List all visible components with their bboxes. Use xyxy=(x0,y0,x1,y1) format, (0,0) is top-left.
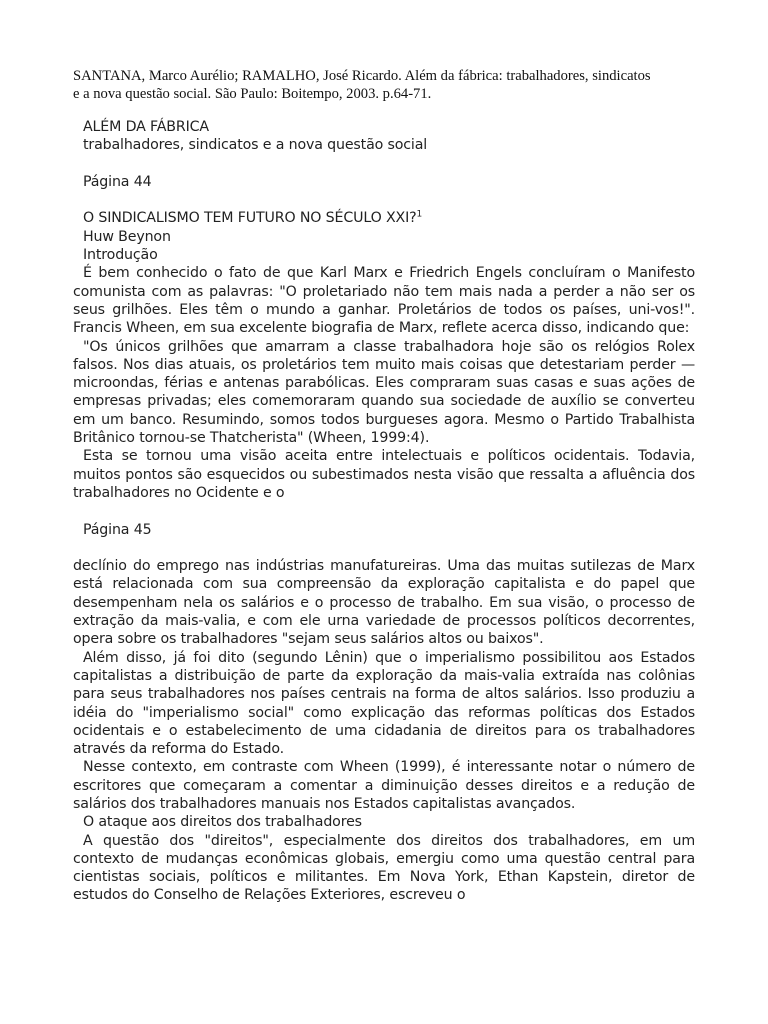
paragraph-text: "Os únicos grilhões que amarram a classe trabalhadora hoje são os relógios Rolex falsos. Nos dias atuais, os proletários tem muito mais coisas que detestariam perder — microondas, férias e antenas parabólicas. Eles compraram suas casas e suas ações de empresas privadas; eles comemoraram quando sua sociedade de auxílio se converteu em um banco. Resumindo, somos todos burgueses agora. Mesmo o Partido Trabalhista Britânico tornou-se Thatcherista" (Wheen, 1999:4). xyxy=(73,338,695,447)
page-marker-44: Página 44 xyxy=(83,173,152,190)
chapter-title xyxy=(73,209,695,227)
chapter-author: Huw Beynon xyxy=(83,228,171,245)
paragraph-text: É bem conhecido o fato de que Karl Marx e Friedrich Engels concluíram o Manifesto comunista com as palavras: "O proletariado não tem mais nada a perder a não ser os seus grilhões. Eles têm o mundo a ganhar. Proletários de todos os países, uni-vos!". Francis Wheen, em sua excelente biografia de Marx, reflete acerca disso, indicando que: xyxy=(73,265,695,337)
footnote-reference: 1 xyxy=(416,209,423,220)
book-subtitle: trabalhadores, sindicatos e a nova questão social xyxy=(83,137,428,154)
citation-block xyxy=(73,67,703,103)
paragraph xyxy=(73,649,695,759)
paragraph xyxy=(73,832,695,905)
paragraph-text: Além disso, já foi dito (segundo Lênin) que o imperialismo possibilitou aos Estados capitalistas a distribuição de parte da exploração da mais-valia extraída nas colônias para seus trabalhadores nos países centrais na forma de altos salários. Isso produziu a idéia do "imperialismo social" como explicação das reformas políticas dos Estados ocidentais e o estabelecimento de uma cidadania de direitos para os trabalhadores através da reforma do Estado. xyxy=(73,649,695,758)
subheading: O ataque aos direitos dos trabalhadores xyxy=(83,814,362,831)
book-title: ALÉM DA FÁBRICA xyxy=(83,119,209,135)
block-quote xyxy=(73,338,695,448)
paragraph-text: declínio do emprego nas indústrias manufatureiras. Uma das muitas sutilezas de Marx está relacionada com sua compreensão da exploração capitalista e do papel que desempenham nela os salários e o processo de trabalho. Em sua visão, o processo de extração da mais-valia, e com ele urna variedade de processos políticos decorrentes, opera sobre os trabalhadores "sejam seus salários altos ou baixos". xyxy=(73,558,695,648)
section-heading: Introdução xyxy=(83,247,158,264)
paragraph xyxy=(73,264,695,337)
paragraph-text: Nesse contexto, em contraste com Wheen (1999), é interessante notar o número de escritores que começaram a comentar a diminuição desses direitos e a redução de salários dos trabalhadores manuais nos Estados capitalistas avançados. xyxy=(73,759,695,812)
paragraph xyxy=(73,557,695,648)
paragraph-text: Esta se tornou uma visão aceita entre intelectuais e políticos ocidentais. Todavia, muitos pontos são esquecidos ou subestimados nesta visão que ressalta a afluência dos trabalhadores no Ocidente e o xyxy=(73,448,695,501)
citation-line-2: e a nova questão social. São Paulo: Boitempo, 2003. p.64-71. xyxy=(73,86,432,102)
citation-line-1: SANTANA, Marco Aurélio; RAMALHO, José Ricardo. Além da fábrica: trabalhadores, sindicatos xyxy=(73,68,651,84)
paragraph xyxy=(73,758,695,813)
paragraph xyxy=(73,447,695,502)
document-body xyxy=(73,118,695,905)
paragraph-text: A questão dos "direitos", especialmente dos direitos dos trabalhadores, em um contexto de mudanças econômicas globais, emergiu como uma questão central para cientistas sociais, políticos e militantes. Em Nova York, Ethan Kapstein, diretor de estudos do Conselho de Relações Exteriores, escreveu o xyxy=(73,832,695,904)
chapter-title-text: O SINDICALISMO TEM FUTURO NO SÉCULO XXI? xyxy=(83,210,417,227)
page-marker-45: Página 45 xyxy=(83,521,152,538)
